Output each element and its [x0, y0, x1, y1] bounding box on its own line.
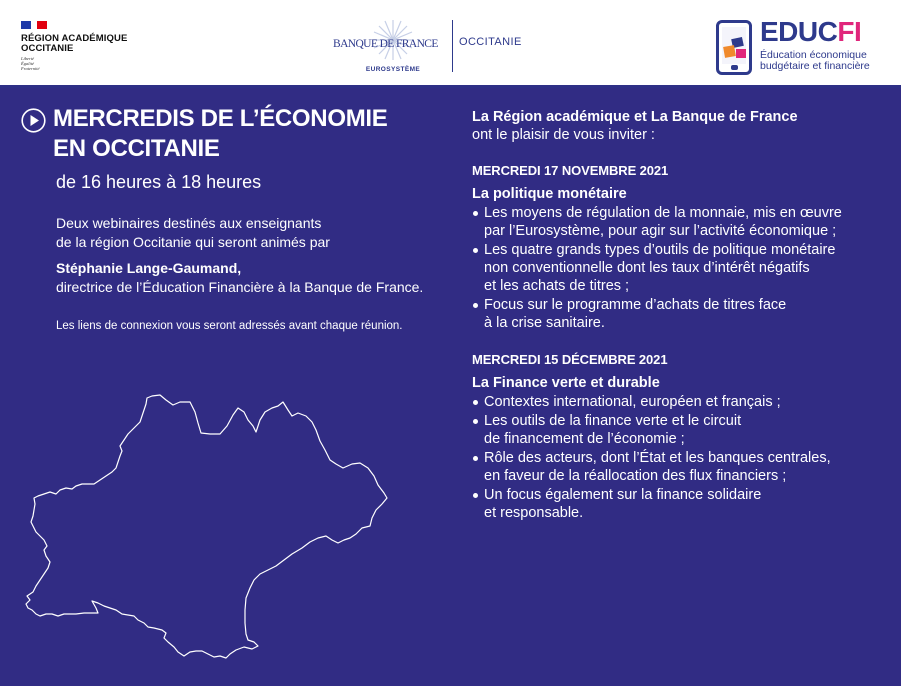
session-topic: La Finance verte et durable [472, 375, 660, 391]
session-bullets [472, 204, 842, 332]
bullet-item: Les outils de la finance verte et le circuit de financement de l’économie ; [472, 412, 831, 448]
session-date: MERCREDI 15 DÉCEMBRE 2021 [472, 352, 668, 367]
bullet-icon [473, 303, 478, 308]
bullet-item: Un focus également sur la finance solidaire et responsable. [472, 486, 831, 522]
educfi-subtitle: Éducation économique budgétaire et financière [760, 49, 870, 72]
bullet-icon [473, 400, 478, 405]
bullet-icon [473, 456, 478, 461]
bullet-icon [473, 211, 478, 216]
session-november [472, 163, 842, 332]
session-topic: La politique monétaire [472, 186, 627, 202]
session-december [472, 352, 831, 522]
speaker-role: directrice de l’Éducation Financière à la Banque de France. [56, 279, 424, 295]
motto [21, 56, 127, 71]
region-academique-logo [21, 21, 127, 71]
educfi-logo [716, 16, 886, 78]
bullet-icon [473, 419, 478, 424]
logo-divider [452, 20, 453, 72]
french-flag-icon [21, 21, 47, 29]
speaker-name: Stéphanie Lange-Gaumand, [56, 260, 242, 276]
bullet-item: Les quatre grands types d’outils de politique monétaire non conventionnelle dont les taux d’intérêt négatifs et les achats de titres ; [472, 241, 842, 295]
bdf-region: OCCITANIE [459, 36, 522, 48]
intro-text: Deux webinaires destinés aux enseignants de la région Occitanie qui seront animés par [56, 215, 330, 250]
inviting-organizations: La Région académique et La Banque de France [472, 109, 798, 125]
bullet-item: Focus sur le programme d’achats de titres face à la crise sanitaire. [472, 296, 842, 332]
educfi-title: EDUCFI [760, 16, 862, 47]
banque-de-france-logo [333, 18, 453, 73]
play-circle-icon [21, 108, 46, 133]
bdf-subtitle: EUROSYSTÈME [365, 66, 421, 73]
connection-note: Les liens de connexion vous seront adressés avant chaque réunion. [56, 320, 403, 332]
bullet-icon [473, 248, 478, 253]
bullet-icon [473, 493, 478, 498]
session-date: MERCREDI 17 NOVEMBRE 2021 [472, 163, 669, 178]
invitation-panel [0, 88, 901, 686]
motto-fraternite: Fraternité [21, 66, 40, 71]
schedule-hours: de 16 heures à 18 heures [56, 172, 262, 192]
bdf-name: BANQUE DE FRANCE [333, 38, 438, 50]
bullet-item: Les moyens de régulation de la monnaie, mis en œuvre par l’Eurosystème, pour agir sur l’activité économique ; [472, 204, 842, 240]
question-bubble-icon [736, 49, 746, 58]
session-bullets [472, 393, 831, 522]
region-name-line1: RÉGION ACADÉMIQUE [21, 33, 128, 44]
motto-egalite: Égalité [21, 61, 34, 66]
bullet-item: Contextes international, européen et français ; [472, 393, 831, 411]
invite-text: ont le plaisir de vous inviter : [472, 127, 655, 143]
bullet-item: Rôle des acteurs, dont l’État et les banques centrales, en faveur de la réallocation des flux financiers ; [472, 449, 831, 485]
motto-liberte: Liberté [21, 56, 34, 61]
region-name-line2: OCCITANIE [21, 43, 74, 54]
occitanie-map-icon [0, 388, 410, 686]
smartphone-icon [716, 20, 752, 75]
orange-bubble-icon [723, 45, 736, 58]
header [0, 0, 901, 85]
page-title: MERCREDIS DE L’ÉCONOMIE EN OCCITANIE [53, 105, 388, 162]
